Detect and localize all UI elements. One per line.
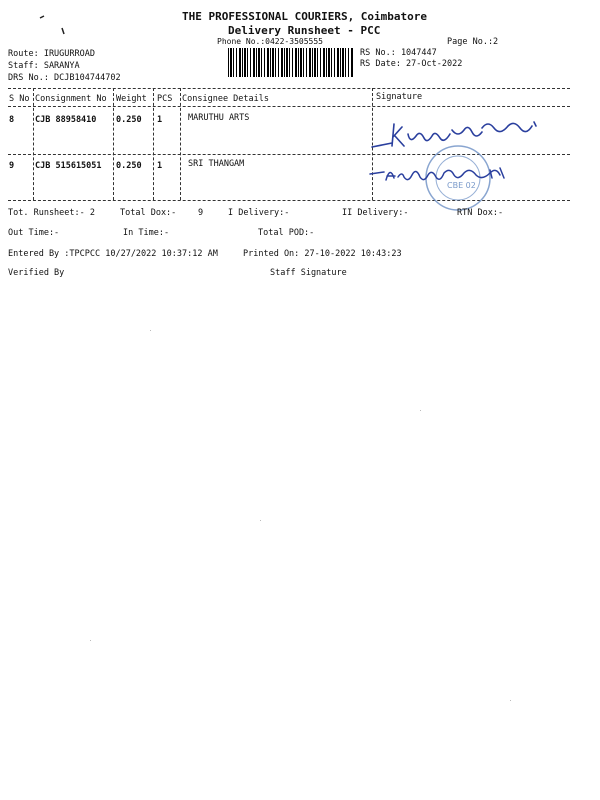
route: Route: IRUGURROAD: [8, 49, 95, 59]
signature-row-1: [372, 122, 536, 147]
total-dox-label: Total Dox:-: [120, 208, 177, 218]
rs-number: RS No.: 1047447: [360, 48, 437, 58]
table-row-pcs: 1: [157, 161, 163, 171]
table-row-consignee: MARUTHU ARTS: [188, 113, 250, 123]
rs-date: RS Date: 27-Oct-2022: [360, 59, 463, 69]
pen-mark: [40, 16, 44, 18]
table-row-consignment: CJB 88958410: [35, 115, 97, 125]
scan-speck: [420, 410, 421, 411]
table-row-consignment: CJB 515615051: [35, 161, 102, 171]
col-header-consignment: Consignment No: [35, 94, 107, 104]
phone-number: Phone No.:0422-3505555: [217, 37, 323, 46]
page-number: Page No.:2: [447, 37, 499, 47]
total-dox-value: 9: [198, 208, 204, 218]
company-name: THE PROFESSIONAL COURIERS, Coimbatore: [182, 10, 428, 23]
drs-number: DRS No.: DCJB104744702: [8, 73, 121, 83]
verified-by: Verified By: [8, 268, 65, 278]
rtn-dox: RTN Dox:-: [457, 208, 504, 218]
signature-row-2: [370, 168, 504, 180]
entered-by: Entered By :TPCPCC 10/27/2022 10:37:12 AM: [8, 249, 218, 259]
tot-runsheet: Tot. Runsheet:- 2: [8, 208, 95, 218]
col-header-sno: S No: [9, 94, 30, 104]
table-row-consignee: SRI THANGAM: [188, 159, 245, 169]
scan-speck: [150, 330, 151, 331]
scan-speck: [260, 520, 261, 521]
total-pod: Total POD:-: [258, 228, 315, 238]
table-row-weight: 0.250: [116, 115, 142, 125]
scan-speck: [510, 700, 511, 701]
in-time: In Time:-: [123, 228, 170, 238]
col-header-weight: Weight: [116, 94, 147, 104]
i-delivery: I Delivery:-: [228, 208, 290, 218]
table-row-pcs: 1: [157, 115, 163, 125]
stamp-text: CBE 02: [447, 181, 476, 190]
scan-speck: [90, 640, 91, 641]
out-time: Out Time:-: [8, 228, 60, 238]
col-header-consignee: Consignee Details: [182, 94, 269, 104]
ii-delivery: II Delivery:-: [342, 208, 409, 218]
col-header-pcs: PCS: [157, 94, 173, 104]
col-header-signature: Signature: [376, 92, 423, 102]
table-row-sno: 9: [9, 161, 15, 171]
staff: Staff: SARANYA: [8, 61, 80, 71]
table-row-sno: 8: [9, 115, 15, 125]
table-row-weight: 0.250: [116, 161, 142, 171]
runsheet-title: Delivery Runsheet - PCC: [228, 24, 381, 37]
staff-signature: Staff Signature: [270, 268, 347, 278]
printed-on: Printed On: 27-10-2022 10:43:23: [243, 249, 402, 259]
pen-mark: [62, 28, 64, 34]
